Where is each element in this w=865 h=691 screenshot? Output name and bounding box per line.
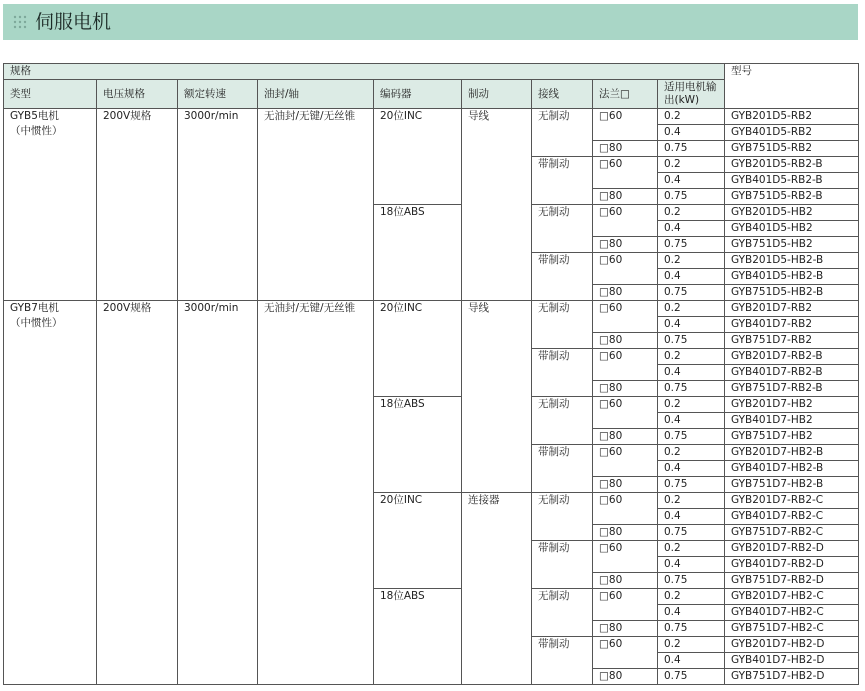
wiring-cell: 导线 xyxy=(462,301,532,493)
motor-inertia-note: （中惯性） xyxy=(10,317,63,329)
brake-cell: 无制动 xyxy=(532,493,593,541)
model-number-cell: GYB201D7-HB2-C xyxy=(725,589,859,605)
flange-cell: □80 xyxy=(593,525,658,541)
flange-cell: □60 xyxy=(593,445,658,477)
flange-cell: □60 xyxy=(593,109,658,141)
model-number-cell: GYB201D7-RB2-B xyxy=(725,349,859,365)
flange-cell: □80 xyxy=(593,189,658,205)
flange-cell: □60 xyxy=(593,541,658,573)
output-cell: 0.4 xyxy=(658,125,725,141)
output-cell: 0.75 xyxy=(658,237,725,253)
model-number-cell: GYB201D5-RB2 xyxy=(725,109,859,125)
encoder-cell: 18位ABS xyxy=(374,589,462,685)
output-cell: 0.75 xyxy=(658,573,725,589)
output-cell: 0.4 xyxy=(658,317,725,333)
model-number-cell: GYB401D7-HB2 xyxy=(725,413,859,429)
output-cell: 0.2 xyxy=(658,349,725,365)
model-number-cell: GYB201D5-HB2-B xyxy=(725,253,859,269)
column-header-encoder: 编码器 xyxy=(374,80,462,109)
model-number-cell: GYB201D7-RB2-C xyxy=(725,493,859,509)
voltage-cell: 200V规格 xyxy=(97,301,178,685)
motor-inertia-note: （中惯性） xyxy=(10,125,63,137)
brake-cell: 带制动 xyxy=(532,157,593,205)
column-header-model: 型号 xyxy=(725,64,859,109)
flange-cell: □80 xyxy=(593,237,658,253)
output-cell: 0.2 xyxy=(658,205,725,221)
flange-cell: □80 xyxy=(593,621,658,637)
model-number-cell: GYB751D7-HB2-B xyxy=(725,477,859,493)
model-number-cell: GYB751D5-HB2 xyxy=(725,237,859,253)
output-cell: 0.4 xyxy=(658,269,725,285)
encoder-cell: 20位INC xyxy=(374,301,462,397)
output-cell: 0.75 xyxy=(658,285,725,301)
model-number-cell: GYB401D5-HB2-B xyxy=(725,269,859,285)
flange-cell: □60 xyxy=(593,637,658,669)
output-cell: 0.75 xyxy=(658,621,725,637)
seal-cell: 无油封/无键/无丝锥 xyxy=(258,109,374,301)
model-number-cell: GYB751D5-RB2-B xyxy=(725,189,859,205)
model-number-cell: GYB401D7-RB2-D xyxy=(725,557,859,573)
column-header-flange: 法兰□ xyxy=(593,80,658,109)
output-cell: 0.2 xyxy=(658,253,725,269)
flange-cell: □80 xyxy=(593,477,658,493)
flange-cell: □80 xyxy=(593,573,658,589)
seal-cell: 无油封/无键/无丝锥 xyxy=(258,301,374,685)
model-number-cell: GYB401D7-RB2 xyxy=(725,317,859,333)
column-header-output: 适用电机输出(kW) xyxy=(658,80,725,109)
spec-table xyxy=(3,63,859,685)
model-number-cell: GYB751D5-HB2-B xyxy=(725,285,859,301)
output-cell: 0.4 xyxy=(658,365,725,381)
flange-cell: □60 xyxy=(593,253,658,285)
output-cell: 0.4 xyxy=(658,557,725,573)
model-number-cell: GYB201D7-RB2-D xyxy=(725,541,859,557)
encoder-cell: 20位INC xyxy=(374,493,462,589)
model-number-cell: GYB751D7-HB2-D xyxy=(725,669,859,685)
output-cell: 0.2 xyxy=(658,445,725,461)
brake-cell: 带制动 xyxy=(532,349,593,397)
brake-cell: 带制动 xyxy=(532,541,593,589)
speed-cell: 3000r/min xyxy=(178,109,258,301)
output-cell: 0.75 xyxy=(658,189,725,205)
output-cell: 0.75 xyxy=(658,525,725,541)
model-number-cell: GYB201D5-HB2 xyxy=(725,205,859,221)
model-number-cell: GYB201D7-HB2-B xyxy=(725,445,859,461)
model-number-cell: GYB751D7-HB2 xyxy=(725,429,859,445)
title-banner xyxy=(3,4,858,40)
model-number-cell: GYB751D7-RB2-B xyxy=(725,381,859,397)
output-cell: 0.75 xyxy=(658,477,725,493)
output-cell: 0.75 xyxy=(658,141,725,157)
spec-group-header: 规格 xyxy=(4,64,725,80)
output-cell: 0.75 xyxy=(658,381,725,397)
flange-cell: □80 xyxy=(593,381,658,397)
brake-cell: 带制动 xyxy=(532,445,593,493)
output-cell: 0.4 xyxy=(658,509,725,525)
flange-cell: □60 xyxy=(593,349,658,381)
flange-cell: □60 xyxy=(593,301,658,333)
table-row xyxy=(4,301,859,317)
brake-cell: 带制动 xyxy=(532,253,593,301)
flange-cell: □60 xyxy=(593,205,658,237)
column-header-wiring: 接线 xyxy=(532,80,593,109)
output-cell: 0.2 xyxy=(658,397,725,413)
model-number-cell: GYB401D7-RB2-B xyxy=(725,365,859,381)
model-number-cell: GYB201D7-HB2-D xyxy=(725,637,859,653)
model-number-cell: GYB401D7-HB2-C xyxy=(725,605,859,621)
output-cell: 0.75 xyxy=(658,669,725,685)
column-header-type: 类型 xyxy=(4,80,97,109)
spec-table-body xyxy=(4,109,859,685)
brake-cell: 带制动 xyxy=(532,637,593,685)
model-number-cell: GYB401D7-RB2-C xyxy=(725,509,859,525)
encoder-cell: 18位ABS xyxy=(374,205,462,301)
flange-cell: □80 xyxy=(593,429,658,445)
model-number-cell: GYB751D5-RB2 xyxy=(725,141,859,157)
output-cell: 0.2 xyxy=(658,493,725,509)
encoder-cell: 18位ABS xyxy=(374,397,462,493)
output-cell: 0.2 xyxy=(658,589,725,605)
output-cell: 0.2 xyxy=(658,301,725,317)
model-number-cell: GYB401D5-HB2 xyxy=(725,221,859,237)
model-number-cell: GYB401D5-RB2 xyxy=(725,125,859,141)
flange-cell: □60 xyxy=(593,157,658,189)
page-title: 伺服电机 xyxy=(35,11,112,33)
model-number-cell: GYB201D7-RB2 xyxy=(725,301,859,317)
encoder-cell: 20位INC xyxy=(374,109,462,205)
output-cell: 0.75 xyxy=(658,429,725,445)
wiring-cell: 导线 xyxy=(462,109,532,301)
output-cell: 0.4 xyxy=(658,605,725,621)
motor-type: GYB7电机 xyxy=(10,302,59,314)
brake-cell: 无制动 xyxy=(532,205,593,253)
brake-cell: 无制动 xyxy=(532,109,593,157)
flange-cell: □60 xyxy=(593,589,658,621)
model-number-cell: GYB401D7-HB2-B xyxy=(725,461,859,477)
output-cell: 0.75 xyxy=(658,333,725,349)
column-header-speed: 额定转速 xyxy=(178,80,258,109)
motor-type-cell xyxy=(4,301,97,685)
model-number-cell: GYB751D7-HB2-C xyxy=(725,621,859,637)
speed-cell: 3000r/min xyxy=(178,301,258,685)
output-cell: 0.4 xyxy=(658,653,725,669)
output-cell: 0.2 xyxy=(658,109,725,125)
flange-cell: □60 xyxy=(593,493,658,525)
output-cell: 0.2 xyxy=(658,541,725,557)
brake-cell: 无制动 xyxy=(532,397,593,445)
voltage-cell: 200V规格 xyxy=(97,109,178,301)
column-header-brake: 制动 xyxy=(462,80,532,109)
output-cell: 0.4 xyxy=(658,413,725,429)
brake-cell: 无制动 xyxy=(532,589,593,637)
flange-cell: □80 xyxy=(593,141,658,157)
flange-cell: □80 xyxy=(593,285,658,301)
wiring-cell: 连接器 xyxy=(462,493,532,685)
motor-type-cell xyxy=(4,109,97,301)
output-cell: 0.2 xyxy=(658,157,725,173)
motor-type: GYB5电机 xyxy=(10,110,59,122)
output-cell: 0.4 xyxy=(658,173,725,189)
column-header-seal: 油封/轴 xyxy=(258,80,374,109)
brake-cell: 无制动 xyxy=(532,301,593,349)
model-number-cell: GYB401D5-RB2-B xyxy=(725,173,859,189)
table-row xyxy=(4,109,859,125)
output-cell: 0.4 xyxy=(658,461,725,477)
output-cell: 0.4 xyxy=(658,221,725,237)
flange-cell: □60 xyxy=(593,397,658,429)
output-cell: 0.2 xyxy=(658,637,725,653)
model-number-cell: GYB751D7-RB2-D xyxy=(725,573,859,589)
model-number-cell: GYB201D5-RB2-B xyxy=(725,157,859,173)
column-header-voltage: 电压规格 xyxy=(97,80,178,109)
dots-grid-icon xyxy=(13,15,27,29)
flange-cell: □80 xyxy=(593,333,658,349)
model-number-cell: GYB201D7-HB2 xyxy=(725,397,859,413)
flange-cell: □80 xyxy=(593,669,658,685)
model-number-cell: GYB751D7-RB2 xyxy=(725,333,859,349)
model-number-cell: GYB751D7-RB2-C xyxy=(725,525,859,541)
model-number-cell: GYB401D7-HB2-D xyxy=(725,653,859,669)
